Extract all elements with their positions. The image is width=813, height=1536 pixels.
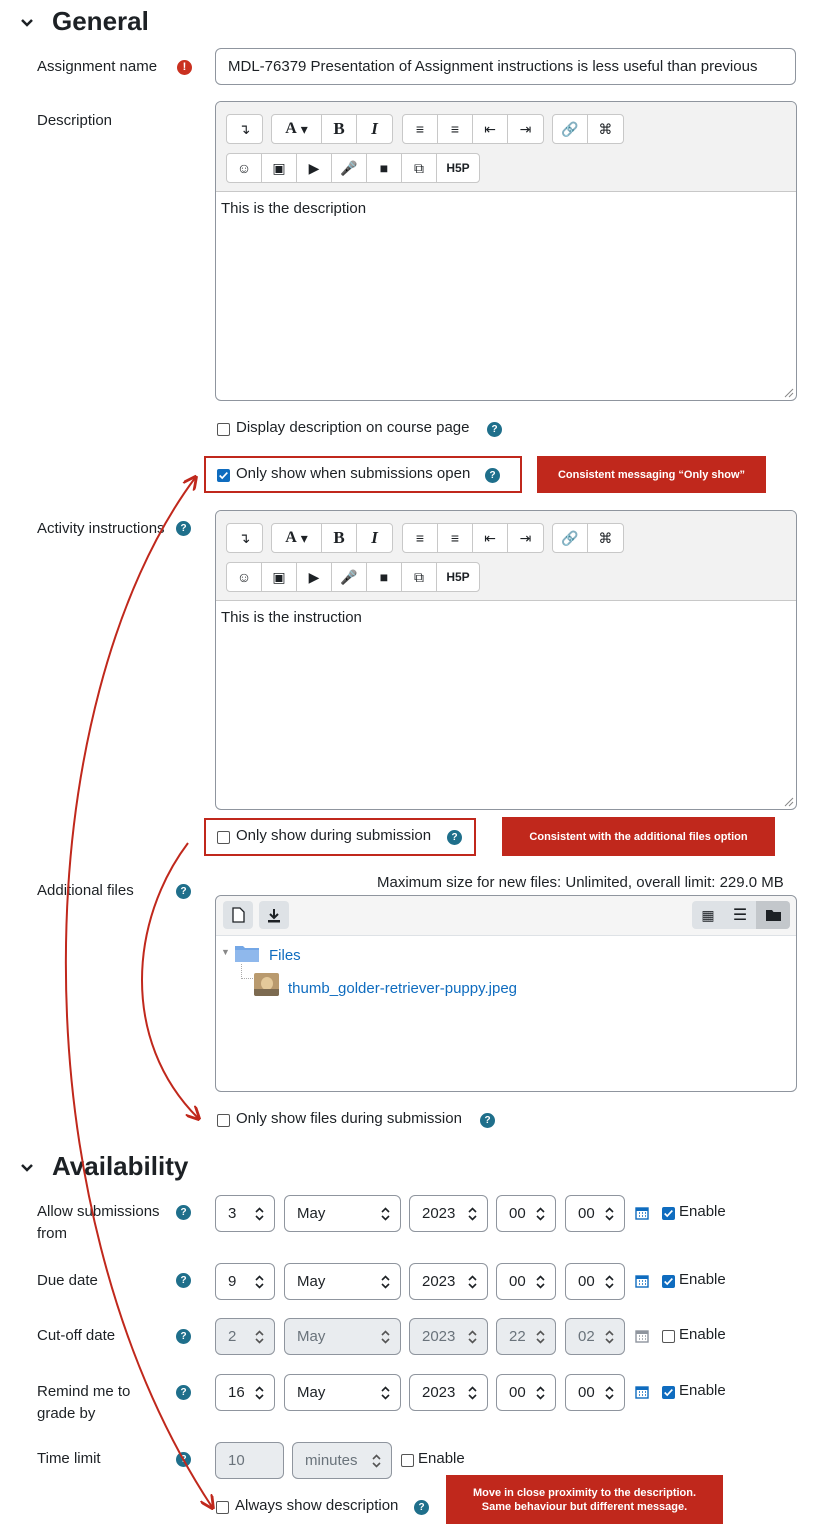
unordered-list-icon[interactable]: ≡ (403, 115, 438, 143)
enable-checkbox[interactable] (662, 1275, 675, 1288)
description-editor[interactable] (215, 101, 797, 401)
remind-grade-label: Remind me to (37, 1383, 131, 1400)
day-select[interactable]: 3 (215, 1195, 275, 1232)
instructions-text[interactable]: This is the instruction (221, 609, 362, 626)
day-select[interactable]: 16 (215, 1374, 275, 1411)
day-select: 2 (215, 1318, 275, 1355)
minute-select[interactable]: 00 (565, 1263, 625, 1300)
media-icon[interactable]: ▶ (297, 563, 332, 591)
allow-submissions-label: Allow submissions (37, 1203, 160, 1220)
enable-label: Enable (679, 1382, 726, 1399)
help-icon[interactable]: ? (176, 1273, 191, 1288)
calendar-icon[interactable] (635, 1274, 649, 1288)
video-icon[interactable]: ■ (367, 154, 402, 182)
always-show-label: Always show description (235, 1497, 399, 1514)
calendar-icon[interactable] (635, 1385, 649, 1399)
help-icon[interactable]: ? (447, 830, 462, 845)
outdent-icon[interactable]: ⇤ (473, 115, 508, 143)
hour-select[interactable]: 00 (496, 1374, 556, 1411)
folder-link[interactable]: Files (269, 947, 301, 964)
only-show-during-checkbox[interactable] (217, 831, 230, 844)
download-icon[interactable] (259, 901, 289, 929)
link-icon[interactable]: 🔗 (553, 524, 588, 552)
font-style-icon[interactable]: A ▾ (272, 524, 322, 552)
video-icon[interactable]: ■ (367, 563, 402, 591)
unlink-icon[interactable]: ⌘ (598, 529, 613, 546)
year-select[interactable]: 2023 (409, 1195, 488, 1232)
instructions-editor[interactable] (215, 510, 797, 810)
link-icon[interactable]: 🔗 (553, 115, 588, 143)
h5p-icon[interactable]: H5P (446, 161, 470, 175)
emoji-icon[interactable]: ☺ (227, 154, 262, 182)
ordered-list-icon[interactable]: ≡ (438, 524, 473, 552)
editor-toolbar (216, 102, 796, 192)
section-title-availability[interactable]: Availability (52, 1151, 189, 1181)
only-show-files-checkbox[interactable] (217, 1114, 230, 1127)
only-show-open-label: Only show when submissions open (236, 465, 471, 482)
help-icon[interactable]: ? (176, 1205, 191, 1220)
description-label: Description (37, 112, 113, 129)
help-icon[interactable]: ? (176, 884, 191, 899)
font-style-icon[interactable]: A ▾ (272, 115, 322, 143)
month-select[interactable]: May (284, 1263, 401, 1300)
year-select[interactable]: 2023 (409, 1263, 488, 1300)
minute-select[interactable]: 00 (565, 1374, 625, 1411)
microphone-icon[interactable]: 🎤 (332, 154, 367, 182)
month-select: May (284, 1318, 401, 1355)
help-icon[interactable]: ? (176, 1452, 191, 1467)
italic-icon[interactable]: I (371, 119, 378, 138)
annotation-note (446, 1475, 723, 1524)
italic-icon[interactable]: I (371, 528, 378, 547)
time-unit-select: minutes (292, 1442, 392, 1479)
tree-expand-icon[interactable]: ▼ (221, 947, 230, 957)
always-show-checkbox[interactable] (216, 1501, 229, 1514)
editor-toolbar (216, 511, 796, 601)
indent-icon[interactable]: ⇥ (519, 529, 532, 546)
assignment-name-label: Assignment name (37, 58, 158, 75)
paragraph-toggle-icon[interactable]: ↴ (238, 120, 251, 137)
description-text[interactable]: This is the description (221, 200, 367, 217)
resize-handle-icon[interactable] (784, 797, 794, 807)
required-icon: ! (177, 60, 192, 75)
chevron-down-icon[interactable] (20, 16, 34, 30)
indent-icon[interactable]: ⇥ (519, 120, 532, 137)
calendar-icon (635, 1329, 649, 1343)
remind-grade-label-line2: grade by (37, 1405, 96, 1422)
hour-select[interactable]: 00 (496, 1263, 556, 1300)
time-limit-enable-checkbox[interactable] (401, 1454, 414, 1467)
enable-label: Enable (679, 1203, 726, 1220)
display-description-label: Display description on course page (236, 419, 470, 436)
file-link[interactable]: thumb_golder-retriever-puppy.jpeg (288, 980, 518, 997)
arrow-to-always-show (66, 478, 212, 1507)
list-view-icon[interactable]: ☰ (732, 907, 748, 924)
activity-instructions-label: Activity instructions (37, 520, 165, 537)
only-show-open-checkbox[interactable] (217, 469, 230, 482)
max-size-text: Maximum size for new files: Unlimited, overall limit: 229.0 MB (377, 874, 784, 891)
annotation-note: Consistent with the additional files option (502, 817, 775, 856)
help-icon[interactable]: ? (480, 1113, 495, 1128)
annotation-note-line1: Move in close proximity to the description. (472, 1486, 697, 1499)
section-title-general[interactable]: General (52, 6, 149, 36)
image-thumbnail (254, 973, 279, 996)
assignment-name-input[interactable]: MDL-76379 Presentation of Assignment instructions is less useful than previous (215, 48, 796, 85)
grid-view-icon[interactable]: ▦ (701, 906, 715, 923)
resize-handle-icon[interactable] (784, 388, 794, 398)
h5p-icon[interactable]: H5P (446, 570, 470, 584)
folder-icon (235, 944, 259, 962)
day-select[interactable]: 9 (215, 1263, 275, 1300)
bold-icon[interactable]: B (322, 115, 357, 143)
bold-icon[interactable]: B (322, 524, 357, 552)
help-icon[interactable]: ? (487, 422, 502, 437)
help-icon[interactable]: ? (485, 468, 500, 483)
manage-files-icon[interactable]: ⧉ (402, 154, 437, 182)
year-select[interactable]: 2023 (409, 1374, 488, 1411)
allow-submissions-label-line2: from (37, 1225, 67, 1242)
display-description-checkbox[interactable] (217, 423, 230, 436)
add-file-icon[interactable] (223, 901, 253, 929)
microphone-icon[interactable]: 🎤 (332, 563, 367, 591)
minute-select[interactable]: 00 (565, 1195, 625, 1232)
minute-select: 02 (565, 1318, 625, 1355)
help-icon[interactable]: ? (414, 1500, 429, 1515)
only-show-files-label: Only show files during submission (236, 1110, 462, 1127)
cut-off-date-label: Cut-off date (37, 1327, 116, 1344)
hour-select[interactable]: 00 (496, 1195, 556, 1232)
enable-label: Enable (679, 1271, 726, 1288)
hour-select: 22 (496, 1318, 556, 1355)
manage-files-icon[interactable]: ⧉ (402, 563, 437, 591)
help-icon[interactable]: ? (176, 521, 191, 536)
file-picker[interactable] (215, 895, 797, 1092)
help-icon[interactable]: ? (176, 1385, 191, 1400)
time-limit-enable-label: Enable (418, 1450, 465, 1467)
image-icon[interactable]: ▣ (262, 563, 297, 591)
enable-checkbox[interactable] (662, 1386, 675, 1399)
time-limit-input: 10 (215, 1442, 284, 1479)
help-icon[interactable]: ? (176, 1329, 191, 1344)
image-icon[interactable]: ▣ (262, 154, 297, 182)
month-select[interactable]: May (284, 1195, 401, 1232)
tree-connector (241, 964, 253, 979)
outdent-icon[interactable]: ⇤ (473, 524, 508, 552)
additional-files-label: Additional files (37, 882, 134, 899)
unordered-list-icon[interactable]: ≡ (403, 524, 438, 552)
enable-label: Enable (679, 1326, 726, 1343)
annotation-note: Consistent messaging “Only show” (537, 456, 766, 493)
arrow-to-files-option (142, 843, 198, 1118)
due-date-label: Due date (37, 1272, 98, 1289)
annotation-note-line2: Same behaviour but different message. (481, 1500, 688, 1513)
tree-view-icon[interactable] (756, 901, 790, 929)
enable-checkbox[interactable] (662, 1207, 675, 1220)
media-icon[interactable]: ▶ (297, 154, 332, 182)
month-select[interactable]: May (284, 1374, 401, 1411)
chevron-down-icon[interactable] (20, 1161, 34, 1175)
enable-checkbox[interactable] (662, 1330, 675, 1343)
unlink-icon[interactable]: ⌘ (598, 120, 613, 137)
calendar-icon[interactable] (635, 1206, 649, 1220)
year-select: 2023 (409, 1318, 488, 1355)
time-limit-label: Time limit (37, 1450, 101, 1467)
paragraph-toggle-icon[interactable]: ↴ (238, 529, 251, 546)
ordered-list-icon[interactable]: ≡ (438, 115, 473, 143)
only-show-during-label: Only show during submission (236, 827, 432, 844)
emoji-icon[interactable]: ☺ (227, 563, 262, 591)
